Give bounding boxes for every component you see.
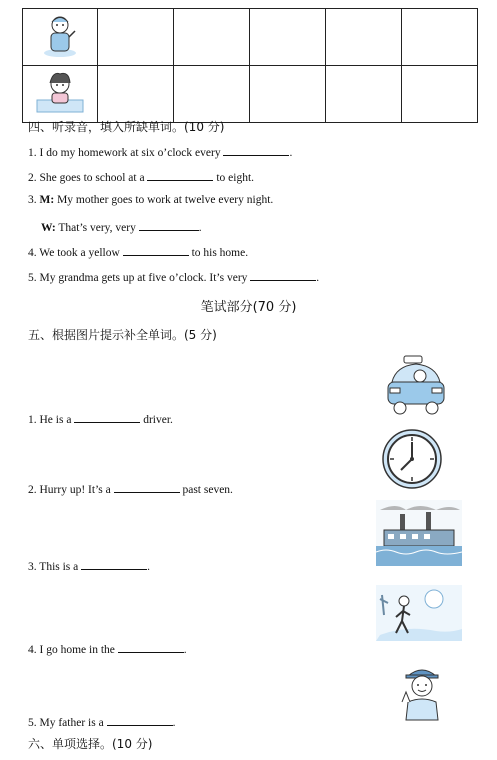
item-text: 3. This is a	[28, 561, 82, 573]
s5-item-1	[28, 411, 173, 426]
s4-item-5	[28, 269, 319, 284]
item-text: to his home.	[188, 247, 249, 259]
written-section-header: 笔试部分(70 分)	[200, 300, 297, 315]
s4-item-3-reply	[41, 219, 202, 234]
item-text: to eight.	[213, 172, 255, 184]
s5-item-4	[28, 641, 187, 656]
item-text: .	[289, 147, 293, 159]
item-text: 1. He is a	[28, 414, 75, 426]
section-5-title: 五、根据图片提示补全单词。(5 分)	[28, 328, 217, 342]
table-row	[23, 9, 478, 66]
answer-blank[interactable]	[223, 144, 289, 156]
clock-illustration	[381, 428, 443, 490]
s4-item-3	[28, 194, 273, 206]
item-text: .	[172, 717, 176, 729]
worker-illustration	[398, 662, 446, 724]
answer-blank[interactable]	[107, 714, 173, 726]
answer-blank[interactable]	[250, 269, 316, 281]
item-text: 2. She goes to school at a	[28, 172, 148, 184]
table-cell[interactable]	[402, 9, 478, 66]
section-4-title: 四、听录音，填入所缺单词。(10 分)	[28, 120, 225, 134]
table-cell[interactable]	[326, 9, 402, 66]
table-cell[interactable]	[174, 66, 250, 123]
table-row	[23, 66, 478, 123]
answer-blank[interactable]	[114, 481, 180, 493]
s4-item-4	[28, 244, 248, 259]
section-6-title: 六、单项选择。(10 分)	[28, 737, 153, 751]
answer-blank[interactable]	[147, 169, 213, 181]
answer-blank[interactable]	[81, 558, 147, 570]
item-text: 2. Hurry up! It’s a	[28, 484, 114, 496]
item-text: 3.	[28, 194, 40, 206]
speaker-label: W:	[41, 222, 56, 234]
item-text: That’s very, very	[55, 222, 139, 234]
item-text: 4. I go home in the	[28, 644, 118, 656]
s5-item-5	[28, 714, 175, 729]
item-text: 5. My grandma gets up at five o’clock. It’s very	[28, 272, 251, 284]
s4-item-1	[28, 144, 292, 159]
speaker-label: M:	[39, 194, 55, 206]
item-text: .	[183, 644, 187, 656]
answer-blank[interactable]	[118, 641, 184, 653]
answer-blank[interactable]	[123, 244, 189, 256]
item-text: driver.	[140, 414, 173, 426]
s5-item-3	[28, 558, 150, 573]
girl-illustration	[23, 9, 97, 60]
table-cell[interactable]	[98, 66, 174, 123]
item-text: .	[198, 222, 202, 234]
item-text: .	[147, 561, 151, 573]
item-text: 5. My father is a	[28, 717, 107, 729]
taxi-driver-illustration	[386, 352, 446, 422]
table-cell	[23, 66, 98, 123]
item-text: 4. We took a yellow	[28, 247, 123, 259]
answer-grid	[22, 8, 478, 123]
table-cell[interactable]	[326, 66, 402, 123]
item-text: 1. I do my homework at six o’clock every	[28, 147, 224, 159]
answer-blank[interactable]	[139, 219, 199, 231]
item-text: past seven.	[179, 484, 233, 496]
table-cell[interactable]	[250, 66, 326, 123]
item-text: My mother goes to work at twelve every night.	[54, 194, 274, 206]
answer-blank[interactable]	[74, 411, 140, 423]
child-illustration	[23, 66, 97, 117]
s5-item-2	[28, 481, 233, 496]
evening-walk-illustration	[376, 585, 462, 641]
table-cell[interactable]	[250, 9, 326, 66]
table-cell[interactable]	[174, 9, 250, 66]
table-cell	[23, 9, 98, 66]
table-cell[interactable]	[402, 66, 478, 123]
factory-illustration	[376, 500, 462, 566]
s4-item-2	[28, 169, 254, 184]
table-cell[interactable]	[98, 9, 174, 66]
item-text: .	[316, 272, 320, 284]
